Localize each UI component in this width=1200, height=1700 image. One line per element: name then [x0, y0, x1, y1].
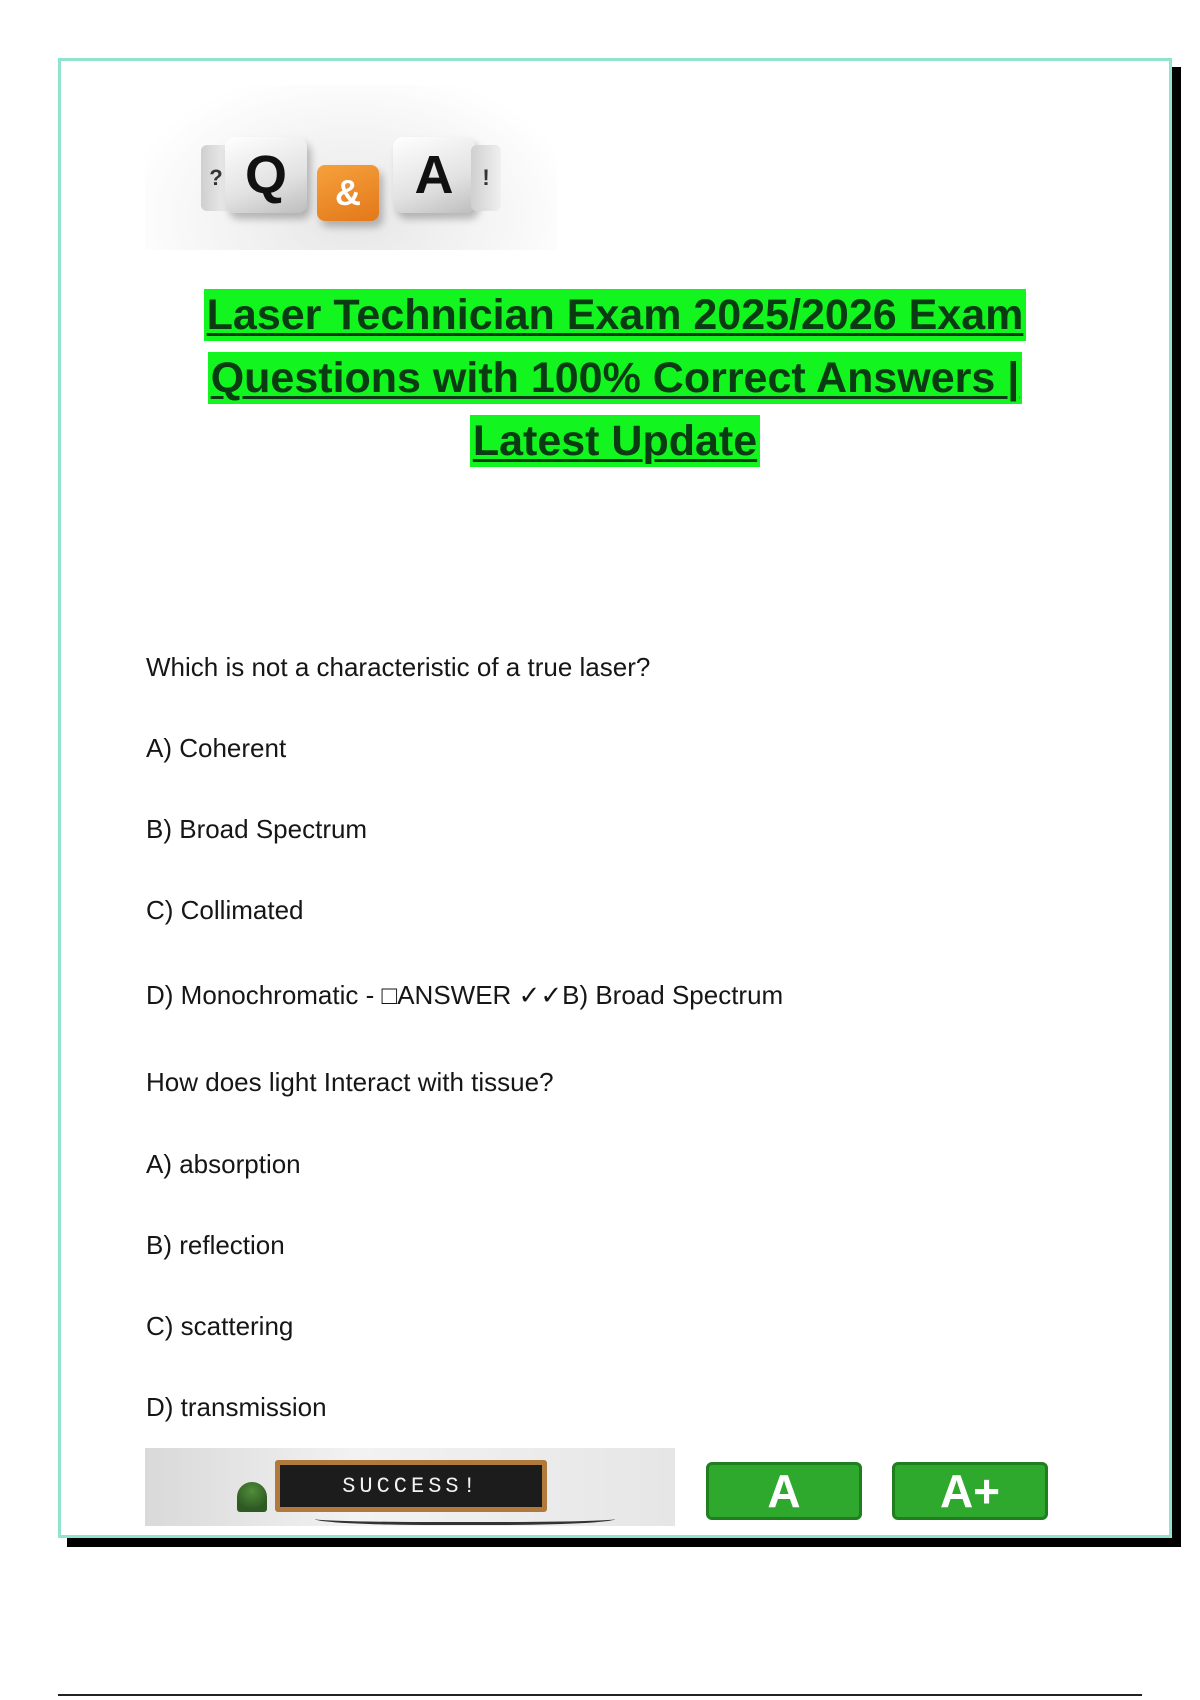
desk-outline [315, 1510, 615, 1525]
document-title [150, 284, 1080, 473]
a-die: A [393, 137, 475, 213]
question-1-option-d-answer: D) Monochromatic - □ANSWER ✓✓B) Broad Spectrum [146, 980, 784, 1010]
title-line-2: Questions with 100% Correct Answers | [208, 352, 1023, 404]
question-mark-die-side: ? [201, 145, 231, 211]
grade-a-badge: A [706, 1462, 862, 1520]
plant-icon [237, 1482, 267, 1512]
question-2-option-a: A) absorption [146, 1149, 301, 1179]
qa-dice-logo [145, 85, 557, 250]
title-line-1: Laser Technician Exam 2025/2026 Exam [204, 289, 1027, 341]
exclamation-die-side: ! [471, 145, 501, 211]
question-1-option-a: A) Coherent [146, 733, 287, 763]
ampersand-die: & [317, 165, 379, 221]
q-die: Q [225, 137, 307, 213]
question-2-option-d: D) transmission [146, 1392, 327, 1422]
question-2-text: How does light Interact with tissue? [146, 1067, 554, 1097]
title-line-3: Latest Update [470, 415, 760, 467]
bottom-divider [58, 1694, 1142, 1696]
question-1-text: Which is not a characteristic of a true laser? [146, 652, 651, 682]
success-chalkboard: SUCCESS! [275, 1460, 547, 1512]
grade-aplus-badge: A+ [892, 1462, 1048, 1520]
question-2-option-b: B) reflection [146, 1230, 285, 1260]
question-2-option-c: C) scattering [146, 1311, 294, 1341]
question-1-option-b: B) Broad Spectrum [146, 814, 368, 844]
question-1-option-c: C) Collimated [146, 895, 304, 925]
success-banner-image [145, 1448, 675, 1526]
